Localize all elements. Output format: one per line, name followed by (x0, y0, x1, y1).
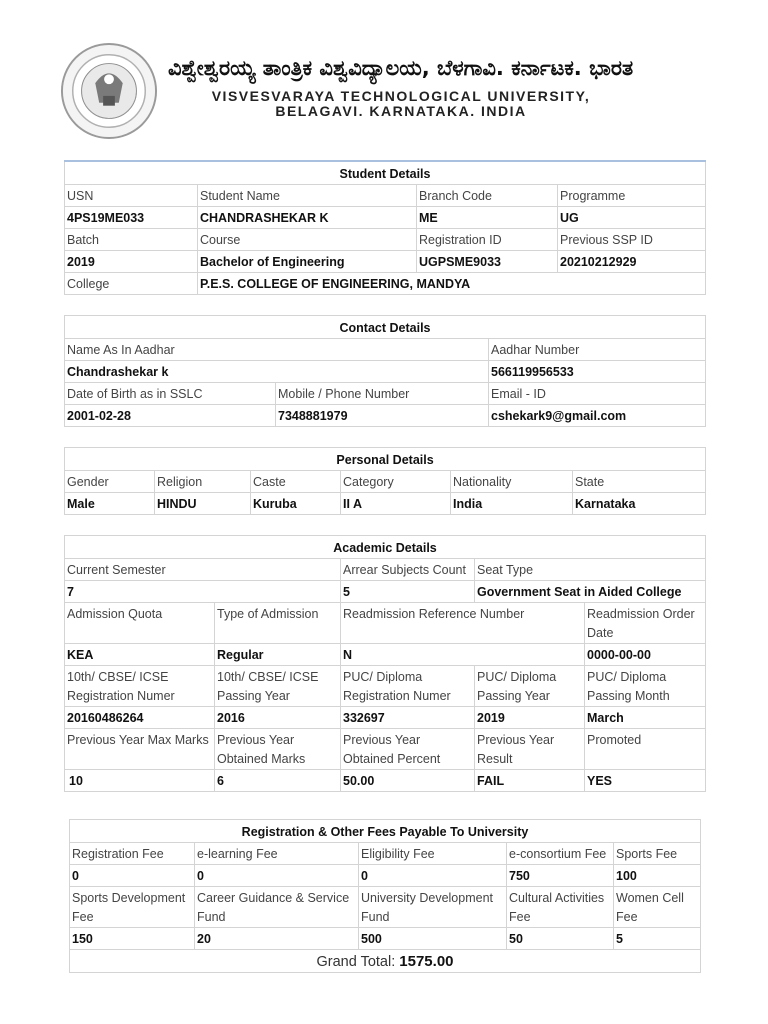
fees-table (69, 819, 701, 973)
state-label: State (573, 471, 706, 493)
contact-details-heading: Contact Details (65, 316, 706, 339)
student-name-value: CHANDRASHEKAR K (198, 207, 417, 229)
nationality-value: India (451, 493, 573, 515)
obtained-marks-value: 6 (215, 770, 341, 792)
sports-development-fee-label: Sports Development Fee (70, 887, 195, 928)
admission-quota-label: Admission Quota (65, 603, 215, 644)
category-value: II A (341, 493, 451, 515)
college-label: College (65, 273, 198, 295)
cultural-activities-fee-label: Cultural Activities Fee (507, 887, 614, 928)
sports-fee-label: Sports Fee (614, 843, 701, 865)
seat-type-value: Government Seat in Aided College (475, 581, 706, 603)
category-label: Category (341, 471, 451, 493)
result-label: Previous Year Result (475, 729, 585, 770)
career-guidance-fund-value: 20 (195, 928, 359, 950)
admission-type-label: Type of Admission (215, 603, 341, 644)
branch-code-value: ME (417, 207, 558, 229)
readmission-date-value: 0000-00-00 (585, 644, 706, 666)
academic-details-table (64, 535, 706, 792)
gender-label: Gender (65, 471, 155, 493)
gender-value: Male (65, 493, 155, 515)
student-name-label: Student Name (198, 185, 417, 207)
tenth-reg-value: 20160486264 (65, 707, 215, 729)
promoted-value: YES (585, 770, 706, 792)
puc-reg-label: PUC/ Diploma Registration Numer (341, 666, 475, 707)
fees-heading: Registration & Other Fees Payable To University (70, 820, 701, 843)
student-details-heading: Student Details (65, 161, 706, 185)
readmission-ref-value: N (341, 644, 585, 666)
registration-id-label: Registration ID (417, 229, 558, 251)
sports-development-fee-value: 150 (70, 928, 195, 950)
course-value: Bachelor of Engineering (198, 251, 417, 273)
aadhar-name-value: Chandrashekar k (65, 361, 489, 383)
tenth-reg-label: 10th/ CBSE/ ICSE Registration Numer (65, 666, 215, 707)
dob-value: 2001-02-28 (65, 405, 276, 427)
college-value: P.E.S. COLLEGE OF ENGINEERING, MANDYA (198, 273, 706, 295)
nationality-label: Nationality (451, 471, 573, 493)
current-semester-value: 7 (65, 581, 341, 603)
academic-details-heading: Academic Details (65, 536, 706, 559)
contact-details-table (64, 315, 706, 427)
usn-value: 4PS19ME033 (65, 207, 198, 229)
state-value: Karnataka (573, 493, 706, 515)
religion-label: Religion (155, 471, 251, 493)
seat-type-label: Seat Type (475, 559, 706, 581)
grand-total (70, 950, 701, 973)
econsortium-fee-value: 750 (507, 865, 614, 887)
university-development-fund-label: University Development Fund (359, 887, 507, 928)
aadhar-number-value: 566119956533 (489, 361, 706, 383)
university-seal-icon (60, 42, 158, 140)
page-header (0, 0, 768, 150)
admission-type-value: Regular (215, 644, 341, 666)
sports-fee-value: 100 (614, 865, 701, 887)
registration-fee-value: 0 (70, 865, 195, 887)
current-semester-label: Current Semester (65, 559, 341, 581)
programme-value: UG (558, 207, 706, 229)
puc-month-label: PUC/ Diploma Passing Month (585, 666, 706, 707)
result-value: FAIL (475, 770, 585, 792)
aadhar-name-label: Name As In Aadhar (65, 339, 489, 361)
caste-label: Caste (251, 471, 341, 493)
registration-id-value: UGPSME9033 (417, 251, 558, 273)
registration-fee-label: Registration Fee (70, 843, 195, 865)
promoted-label: Promoted (585, 729, 706, 770)
readmission-ref-label: Readmission Reference Number (341, 603, 585, 644)
arrear-count-value: 5 (341, 581, 475, 603)
university-title-kannada: ವಿಶ್ವೇಶ್ವರಯ್ಯ ತಾಂತ್ರಿಕ ವಿಶ್ವವಿದ್ಯಾಲಯ, ಬೆಳಗಾವಿ. ಕರ್ನಾಟಕ. ಭಾರತ (168, 56, 634, 80)
religion-value: HINDU (155, 493, 251, 515)
tenth-year-value: 2016 (215, 707, 341, 729)
econsortium-fee-label: e-consortium Fee (507, 843, 614, 865)
university-title-line1: VISVESVARAYA TECHNOLOGICAL UNIVERSITY, (211, 88, 591, 104)
elearning-fee-label: e-learning Fee (195, 843, 359, 865)
email-value: cshekark9@gmail.com (489, 405, 706, 427)
puc-year-value: 2019 (475, 707, 585, 729)
university-title-english (156, 89, 646, 119)
women-cell-fee-value: 5 (614, 928, 701, 950)
obtained-percent-value: 50.00 (341, 770, 475, 792)
arrear-count-label: Arrear Subjects Count (341, 559, 475, 581)
aadhar-number-label: Aadhar Number (489, 339, 706, 361)
previous-ssp-id-label: Previous SSP ID (558, 229, 706, 251)
grand-total-label: Grand Total: (316, 954, 396, 970)
branch-code-label: Branch Code (417, 185, 558, 207)
personal-details-table (64, 447, 706, 515)
dob-label: Date of Birth as in SSLC (65, 383, 276, 405)
max-marks-label: Previous Year Max Marks (65, 729, 215, 770)
readmission-date-label: Readmission Order Date (585, 603, 706, 644)
university-development-fund-value: 500 (359, 928, 507, 950)
puc-reg-value: 332697 (341, 707, 475, 729)
puc-year-label: PUC/ Diploma Passing Year (475, 666, 585, 707)
eligibility-fee-value: 0 (359, 865, 507, 887)
puc-month-value: March (585, 707, 706, 729)
obtained-percent-label: Previous Year Obtained Percent (341, 729, 475, 770)
batch-label: Batch (65, 229, 198, 251)
email-label: Email - ID (489, 383, 706, 405)
eligibility-fee-label: Eligibility Fee (359, 843, 507, 865)
batch-value: 2019 (65, 251, 198, 273)
programme-label: Programme (558, 185, 706, 207)
admission-quota-value: KEA (65, 644, 215, 666)
women-cell-fee-label: Women Cell Fee (614, 887, 701, 928)
usn-label: USN (65, 185, 198, 207)
career-guidance-fund-label: Career Guidance & Service Fund (195, 887, 359, 928)
mobile-label: Mobile / Phone Number (276, 383, 489, 405)
mobile-value: 7348881979 (276, 405, 489, 427)
elearning-fee-value: 0 (195, 865, 359, 887)
tenth-year-label: 10th/ CBSE/ ICSE Passing Year (215, 666, 341, 707)
grand-total-value: 1575.00 (399, 953, 454, 970)
university-title-line2: BELAGAVI. KARNATAKA. INDIA (275, 103, 527, 119)
caste-value: Kuruba (251, 493, 341, 515)
max-marks-value: 10 (65, 770, 215, 792)
previous-ssp-id-value: 20210212929 (558, 251, 706, 273)
student-details-table (64, 160, 706, 295)
personal-details-heading: Personal Details (65, 448, 706, 471)
cultural-activities-fee-value: 50 (507, 928, 614, 950)
obtained-marks-label: Previous Year Obtained Marks (215, 729, 341, 770)
course-label: Course (198, 229, 417, 251)
